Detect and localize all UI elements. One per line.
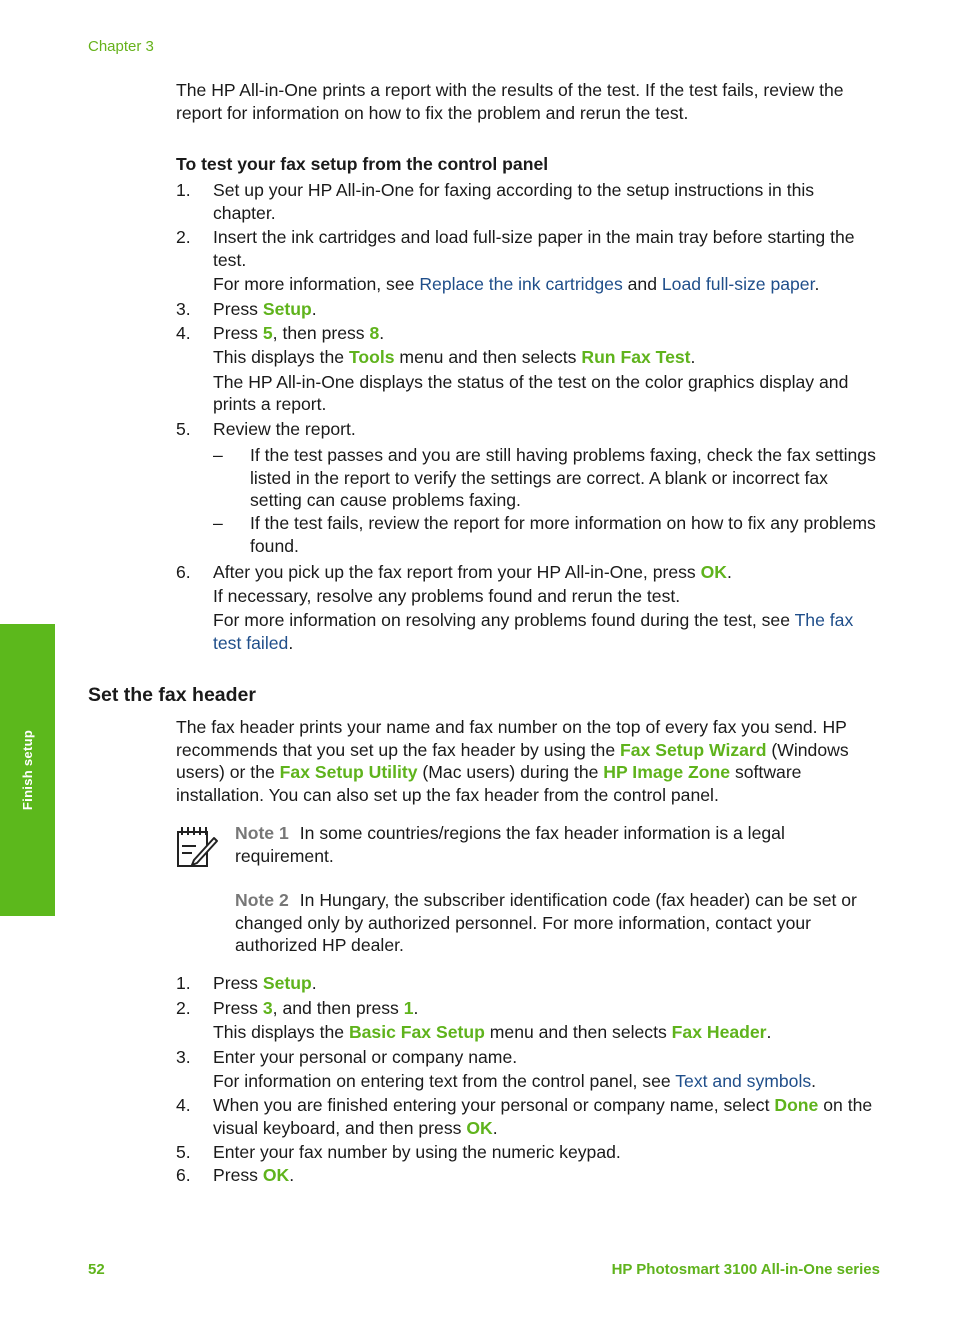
key-ok: OK [466,1117,493,1138]
step-detail: This displays the Tools menu and then selects Run Fax Test. [213,347,696,367]
chapter-header: Chapter 3 [88,38,154,55]
note-2-label: Note 2 [235,890,289,910]
step-number: 2. [176,227,191,247]
fax-setup-wizard: Fax Setup Wizard [620,739,767,760]
step-more-info: For more information on resolving any problems found during the test, see The fax test failed. [213,610,854,653]
step-text: Press OK. [213,1165,295,1185]
header-step-1 [176,972,881,995]
intro-paragraph: The HP All-in-One prints a report with the results of the test. If the test fails, review the report for information on how to fix the problem and rerun the test. [176,80,844,123]
header-step-3 [176,1046,881,1093]
step-detail-2: The HP All-in-One displays the status of the test on the color graphics display and prints a report. [213,371,849,414]
step-number: 2. [176,998,191,1018]
page-number: 52 [88,1261,105,1278]
test-step-1 [176,179,881,224]
step-detail: If necessary, resolve any problems found and rerun the test. [213,586,681,606]
note-1: Note 1 In some countries/regions the fax header information is a legal requirement. [235,823,785,866]
step-number: 6. [176,562,191,582]
test-step-5 [176,418,881,441]
step-text: Press 5, then press 8. [213,323,385,343]
key-5: 5 [262,323,273,343]
link-fax-test-failed[interactable]: The fax test failed [213,610,854,653]
step-number: 4. [176,1095,191,1115]
header-step-5 [176,1141,881,1164]
step-text: Review the report. [213,419,356,439]
step-text: Set up your HP All-in-One for faxing according to the setup instructions in this chapter. [213,180,815,223]
bullet-test-fails: – If the test fails, review the report for more information on how to fix any problems found. [213,513,876,556]
link-replace-ink-cartridges[interactable]: Replace the ink cartridges [419,273,623,294]
bullet-test-passes: – If the test passes and you are still having problems faxing, check the fax settings listed in the report to verify the settings are correct. A blank or incorrect fax setting can cause problems faxing. [213,445,876,510]
step-text: Press 3, and then press 1. [213,998,419,1018]
side-tab [0,624,55,916]
product-name: HP Photosmart 3100 All-in-One series [611,1261,880,1278]
step-text: After you pick up the fax report from your HP All-in-One, press OK. [213,562,732,582]
step-number: 3. [176,299,191,319]
step-text: When you are finished entering your personal or company name, select Done on the visual keyboard, and then press OK. [213,1095,873,1138]
menu-tools: Tools [348,347,395,367]
step-number: 5. [176,419,191,439]
step-text: Enter your personal or company name. [213,1047,518,1067]
step-text: Press Setup. [213,973,317,993]
menu-item-run-fax-test: Run Fax Test [581,347,691,367]
step-number: 6. [176,1165,191,1185]
header-step-4 [176,1094,881,1139]
step-number: 5. [176,1142,191,1162]
link-text-and-symbols[interactable]: Text and symbols [675,1071,812,1091]
link-load-full-size-paper[interactable]: Load full-size paper [661,273,815,294]
section-title: Set the fax header [88,684,256,706]
step-number: 1. [176,973,191,993]
key-ok: OK [262,1165,290,1185]
step-number: 4. [176,323,191,343]
hp-image-zone: HP Image Zone [603,762,731,782]
key-setup: Setup [262,299,312,319]
procedure-heading: To test your fax setup from the control panel [176,154,549,174]
key-3: 3 [262,998,273,1018]
menu-item-fax-header: Fax Header [671,1022,767,1042]
test-step-6 [176,561,881,654]
step-more-info: For more information, see Replace the ink cartridges and Load full-size paper. [213,273,820,294]
step-text: Press Setup. [213,299,317,319]
step-detail: This displays the Basic Fax Setup menu and then selects Fax Header. [213,1022,772,1042]
key-setup: Setup [262,973,312,993]
note-2: Note 2 In Hungary, the subscriber identification code (fax header) can be set or changed only by authorized personnel. For more information, contact your authorized HP dealer. [235,890,857,955]
test-step-4 [176,322,881,416]
step-number: 1. [176,180,191,200]
header-step-6 [176,1164,881,1187]
side-tab-label: Finish setup [19,729,35,811]
key-ok: OK [700,562,728,582]
step-text: Enter your fax number by using the numeric keypad. [213,1142,621,1162]
note-1-label: Note 1 [235,823,289,843]
menu-basic-fax-setup: Basic Fax Setup [348,1022,485,1042]
step-number: 3. [176,1047,191,1067]
step-more-info: For information on entering text from the control panel, see Text and symbols. [213,1071,817,1091]
test-step-2 [176,226,881,295]
header-step-2 [176,997,881,1044]
key-done: Done [774,1095,819,1115]
key-1: 1 [403,998,414,1018]
key-8: 8 [369,323,380,343]
step-text: Insert the ink cartridges and load full-size paper in the main tray before starting the test. [213,227,855,270]
fax-header-paragraph: The fax header prints your name and fax number on the top of every fax you send. HP recommends that you set up the fax header by using the Fax Setup Wizard (Windows users) or the Fax Setup Utility (Mac users) during the HP Image Zone software installation. You can also set up the fax header from the control panel. [176,717,849,805]
fax-setup-utility: Fax Setup Utility [279,762,418,782]
note-icon [176,826,220,870]
test-step-3 [176,298,881,321]
